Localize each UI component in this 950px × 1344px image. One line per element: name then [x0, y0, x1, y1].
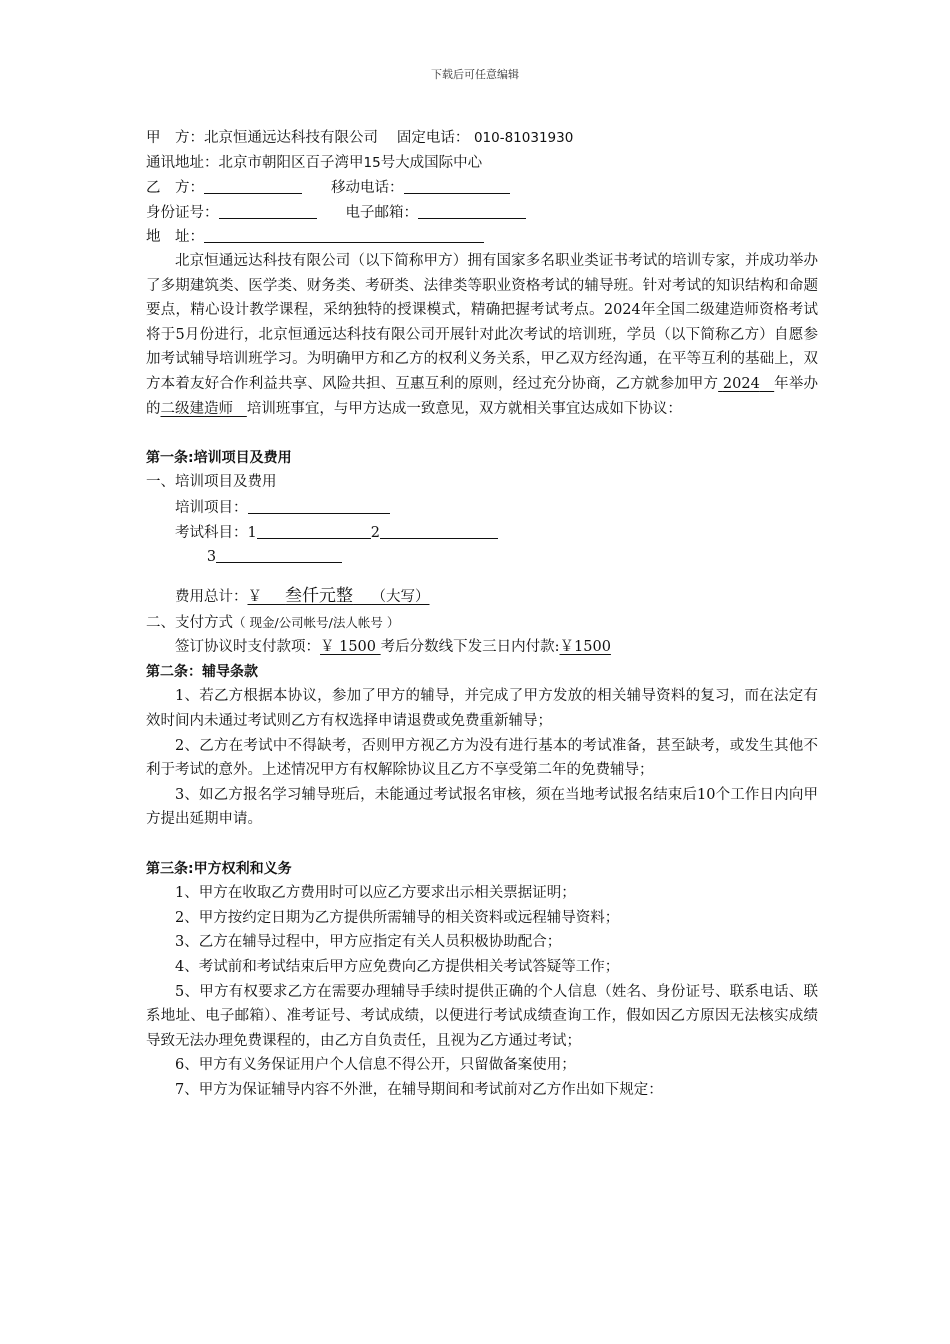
party-b-id-blank: [219, 200, 317, 219]
party-b-address-label: 地 址：: [146, 229, 204, 246]
intro-year: [718, 376, 774, 392]
party-a-phone-label: 固定电话：: [396, 130, 470, 146]
fee-value: [247, 585, 430, 606]
party-a-address-suffix: 号大成国际中心: [380, 154, 483, 171]
fee-note: （大写）: [371, 588, 430, 605]
pay-label-1: 签订协议时支付款项：: [175, 639, 320, 656]
article2-item-3: 3、如乙方报名学习辅导班后，未能通过考试报名审核，须在当地考试报名结束后10个工作日内向甲方提出延期申请。: [146, 786, 818, 828]
subject-3-line: [146, 544, 818, 569]
subject-3-num: 3: [206, 549, 217, 566]
party-b-id-line: [146, 200, 818, 225]
party-b-name-blank: [204, 175, 302, 194]
fee-line: [146, 581, 818, 611]
payment-method-label: 二、支付方式: [146, 614, 233, 631]
article3-title: 第三条:甲方权利和义务: [146, 860, 292, 877]
subject-label: 考试科目：: [175, 524, 248, 541]
subject-1-blank: [257, 520, 371, 539]
party-a-address-line: [146, 151, 818, 176]
pay-amount-1-value: ￥ 1500: [320, 639, 377, 656]
project-line: [146, 495, 818, 520]
subject-1-num: 1: [247, 524, 257, 541]
party-b-email-blank: [418, 200, 526, 219]
party-b-address-blank: [204, 224, 484, 243]
party-a-label: 甲 方：: [146, 130, 204, 146]
article1-sub1: 一、培训项目及费用: [146, 474, 277, 491]
party-a-address-prefix: 北京市朝阳区百子湾甲: [218, 154, 364, 171]
subjects-line: [146, 520, 818, 545]
article3-item-1: 1、甲方在收取乙方费用时可以应乙方要求出示相关票据证明；: [175, 885, 576, 902]
page-header-note: 下载后可任意编辑: [431, 68, 519, 81]
pay-amount-1: [320, 639, 381, 655]
article1-title: 第一条:培训项目及费用: [146, 449, 292, 466]
article3-item-6: 6、甲方有义务保证用户个人信息不得公开，只留做备案使用；: [175, 1057, 576, 1074]
subject-2-blank: [380, 520, 498, 539]
article2-item-2: 2、乙方在考试中不得缺考，否则甲方视乙方为没有进行基本的考试准备，甚至缺考，或发生其他不利于考试的意外。上述情况甲方有权解除协议且乙方不享受第二年的免费辅导；: [146, 737, 818, 779]
subject-2-num: 2: [370, 524, 380, 541]
intro-paragraph: [146, 249, 818, 421]
article3-item-4: 4、考试前和考试结束后甲方应免费向乙方提供相关考试答疑等工作；: [175, 959, 620, 975]
party-b-mobile-label: 移动电话：: [331, 180, 404, 197]
payment-method-note: （ 现金/公司帐号/法人帐号 ）: [233, 614, 400, 630]
party-a-line: [146, 126, 818, 151]
contract-body: [146, 126, 818, 1103]
article2-item-1: 1、若乙方根据本协议，参加了甲方的辅导，并完成了甲方发放的相关辅导资料的复习，而在法定有效时间内未通过考试则乙方有权选择申请退费或免费重新辅导；: [146, 688, 818, 730]
article3-item-2: 2、甲方按约定日期为乙方提供所需辅导的相关资料或远程辅导资料；: [175, 909, 620, 926]
party-b-mobile-blank: [404, 175, 510, 194]
party-a-address-number: 15: [363, 154, 381, 171]
intro-year-suffix: 年举办的: [146, 375, 819, 417]
intro-course-value: 二级建造师: [160, 400, 233, 417]
article2-title: 第二条：辅导条款: [146, 663, 258, 680]
party-a-address-label: 通讯地址：: [146, 154, 219, 171]
payment-method-line: [146, 611, 818, 636]
party-a-phone: 010-81031930: [473, 130, 574, 146]
fee-amount: 叁仟元整: [285, 585, 354, 606]
party-b-id-label: 身份证号：: [146, 204, 219, 221]
fee-symbol: ￥: [247, 588, 262, 605]
pay-label-2: 考后分数线下发三日内付款:: [380, 639, 560, 656]
pay-amount-2: ￥1500: [559, 639, 611, 656]
intro-course: [161, 401, 247, 417]
party-b-label: 乙 方：: [146, 180, 204, 197]
fee-label: 费用总计：: [175, 588, 248, 605]
article3-item-5: 5、甲方有权要求乙方在需要办理辅导手续时提供正确的个人信息（姓名、身份证号、联系电话、联系地址、电子邮箱）、准考证号、考试成绩，以便进行考试成绩查询工作，假如因乙方原因无法核实成绩导致无法办理免费课程的，由乙方自负责任，且视为乙方通过考试；: [146, 983, 818, 1049]
party-b-line: [146, 175, 818, 200]
intro-ending: 培训班事宜，与甲方达成一致意见，双方就相关事宜达成如下协议：: [246, 400, 682, 417]
party-b-email-label: 电子邮箱：: [345, 204, 418, 221]
party-a-name: 北京恒通远达科技有限公司: [204, 130, 378, 146]
article3-item-7: 7、甲方为保证辅导内容不外泄，在辅导期间和考试前对乙方作出如下规定：: [175, 1081, 663, 1098]
payment-terms-line: [146, 635, 818, 660]
party-b-address-line: [146, 224, 818, 249]
subject-3-blank: [216, 544, 342, 563]
intro-text: 北京恒通远达科技有限公司（以下简称甲方）拥有国家多名职业类证书考试的培训专家，并成功举办了多期建筑类、医学类、财务类、考研类、法律类等职业资格考试的辅导班。针对考试的知识结构和命题要点，精心设计教学课程，采纳独特的授课模式，精确把握考试考点。2024年全国二级建造师资格考试将于5月份进行，北京恒通远达科技有限公司开展针对此次考试的培训班，学员（以下简称乙方）自愿参加考试辅导培训班学习。为明确甲方和乙方的权利义务关系，甲乙双方经沟通，在平等互利的基础上，双方本着友好合作利益共享、风险共担、互惠互利的原则，经过充分协商，乙方就参加甲方: [146, 252, 818, 392]
article3-item-3: 3、乙方在辅导过程中，甲方应指定有关人员积极协助配合；: [175, 934, 562, 951]
project-label: 培训项目：: [175, 499, 248, 516]
project-blank: [248, 495, 390, 514]
intro-year-value: 2024: [722, 375, 760, 392]
